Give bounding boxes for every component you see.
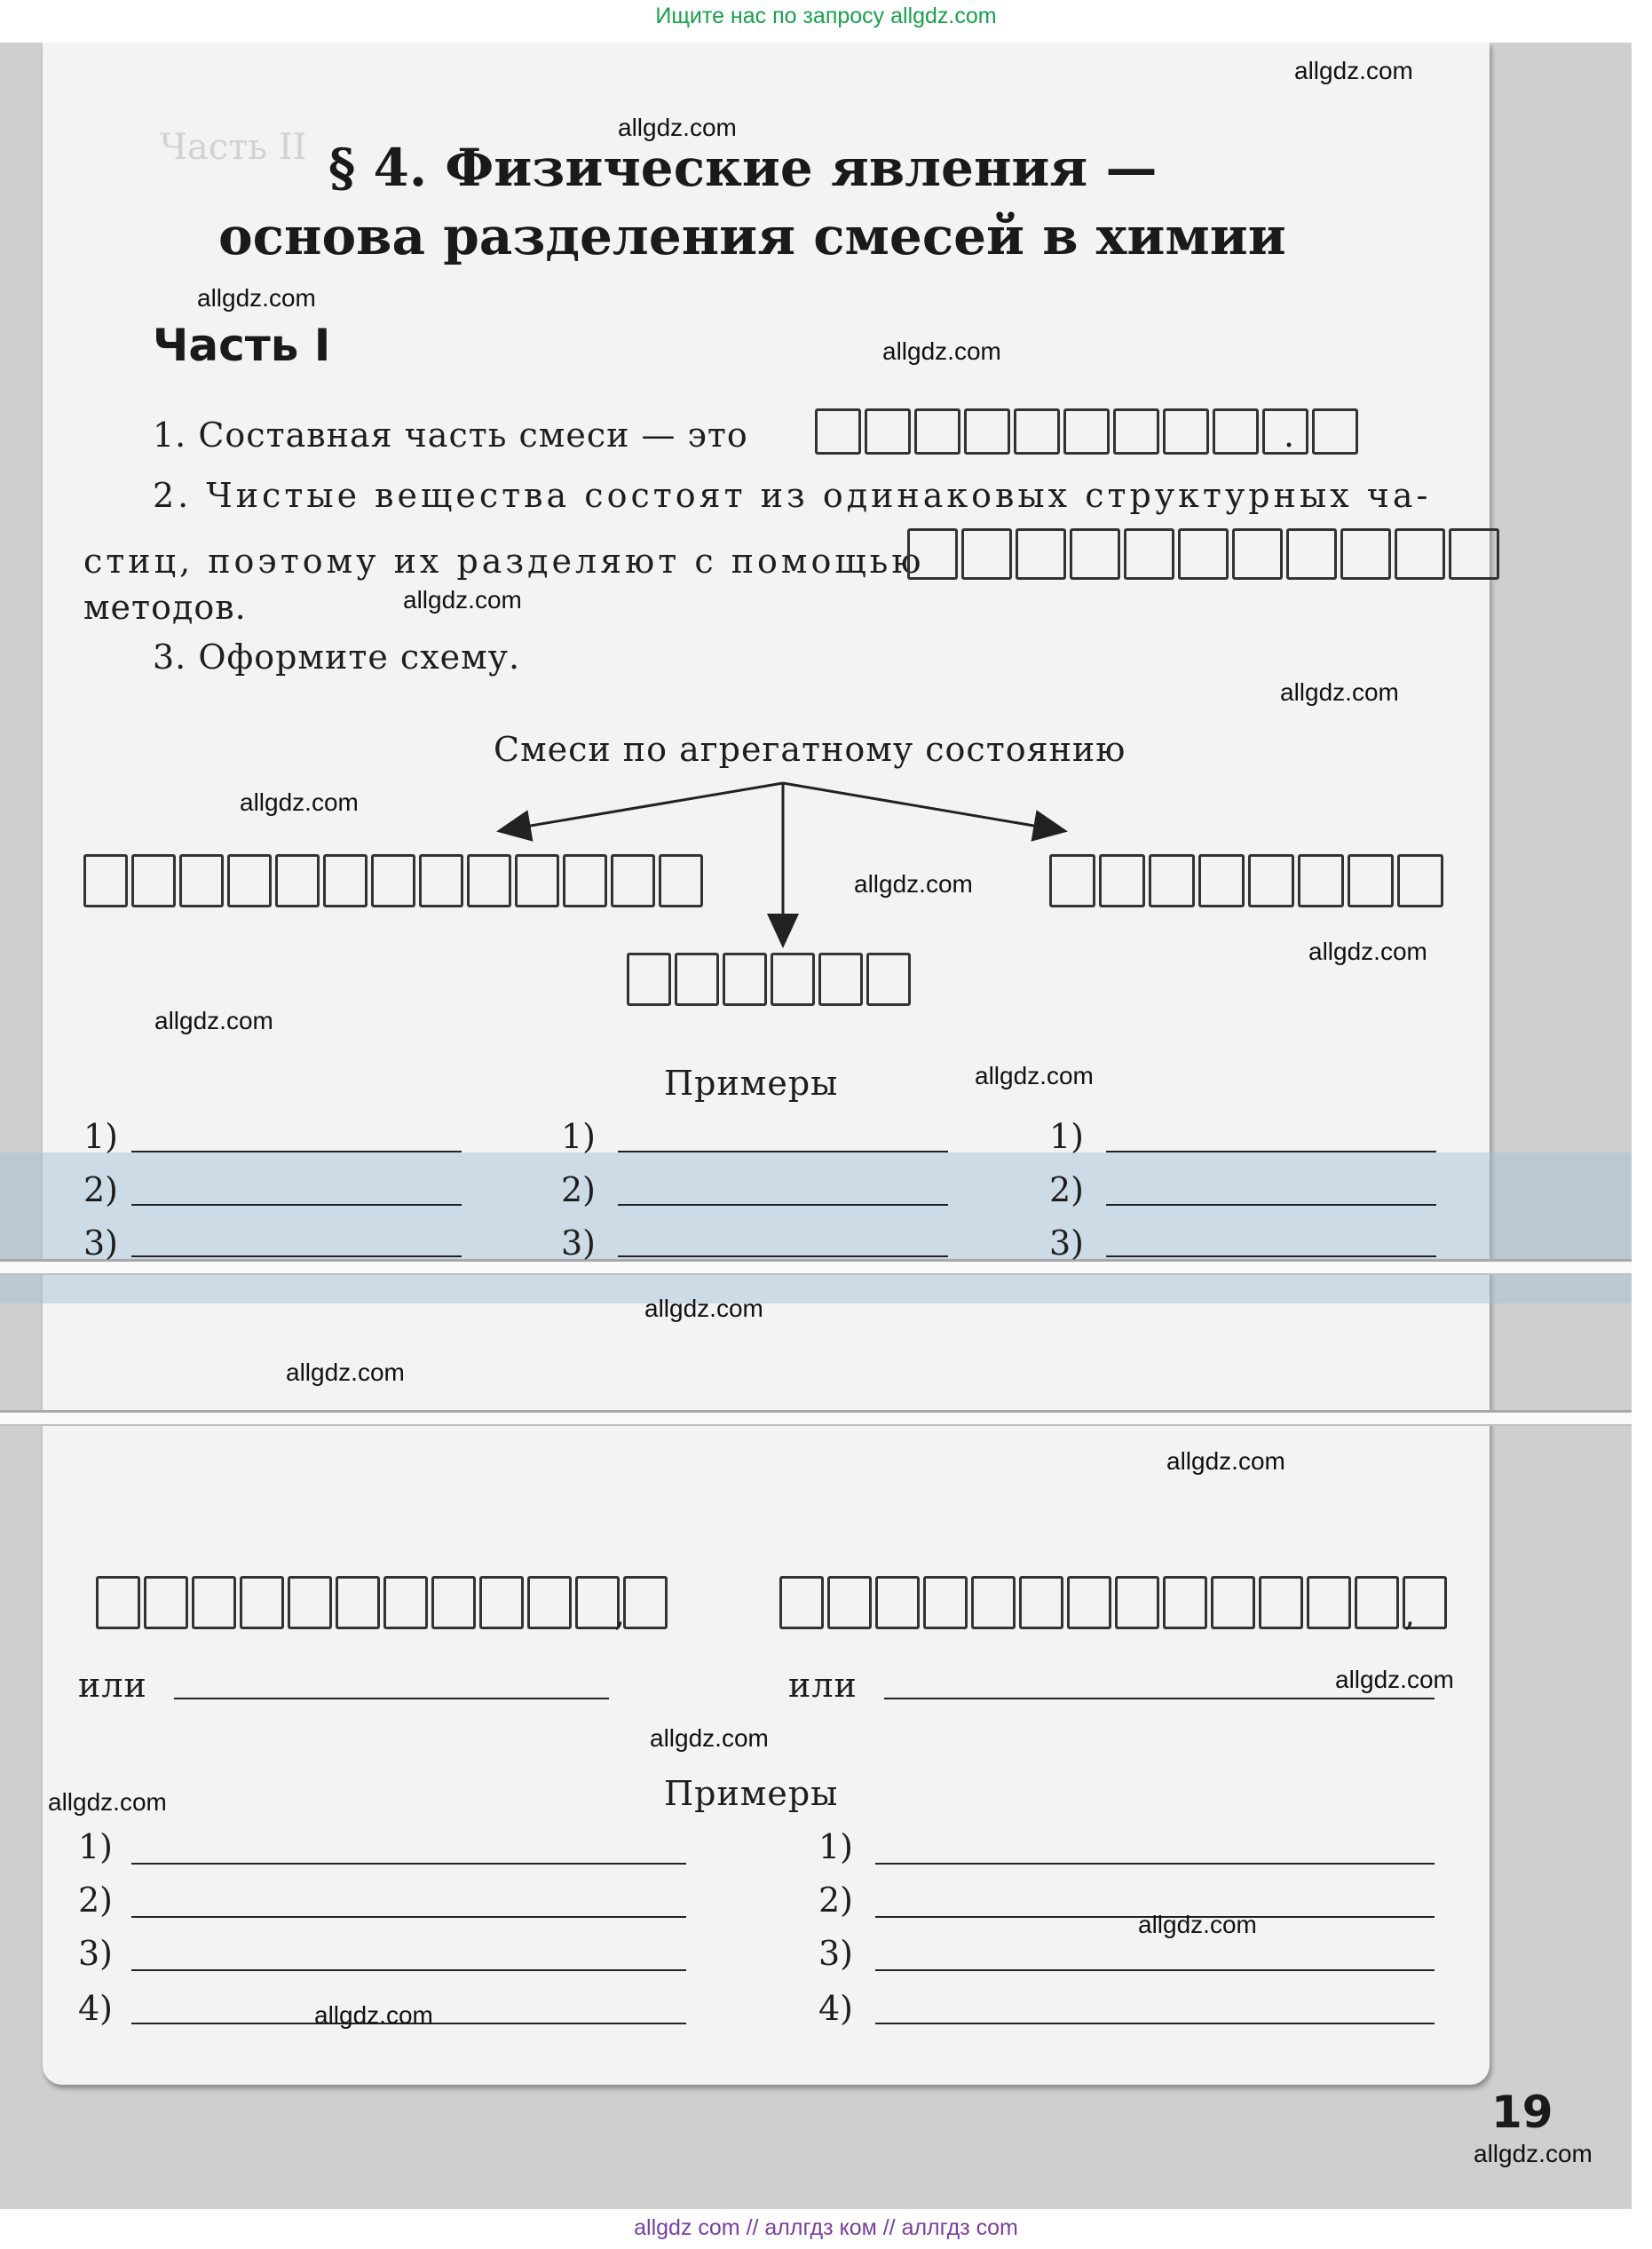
ex1-col1-num3: 3) [83,1223,119,1263]
ex1-col1-line1[interactable] [131,1151,462,1152]
ex2-left-num2: 2) [78,1881,114,1920]
lower-right-comma: , [1404,1595,1417,1634]
watermark-19: allgdz.com [314,2001,433,2029]
scheme-right-boxes[interactable] [1049,854,1443,907]
examples-label-1: Примеры [664,1064,839,1103]
watermark-8: allgdz.com [854,870,973,898]
ex1-col3-num2: 2) [1049,1170,1085,1209]
watermark-6: allgdz.com [1280,678,1399,706]
q1-text: 1. Составная часть смеси — это [153,416,748,455]
ex1-col2-num2: 2) [561,1170,597,1209]
ex2-right-line3[interactable] [875,1969,1435,1971]
q2-line-3: методов. [83,588,247,627]
page-number: 19 [1491,2087,1553,2138]
ex2-right-num4: 4) [818,1989,854,2028]
ex1-col3-num1: 1) [1049,1117,1085,1156]
scheme-left-boxes[interactable] [83,854,703,907]
ili-left-line[interactable] [174,1698,609,1699]
watermark-4: allgdz.com [882,337,1001,365]
watermark-2: allgdz.com [618,114,737,141]
watermark-9: allgdz.com [1308,938,1427,965]
ex2-left-num3: 3) [78,1934,114,1973]
watermark-10: allgdz.com [154,1007,273,1034]
ex1-col2-line2[interactable] [618,1204,948,1206]
q3-text: 3. Оформите схему. [153,637,521,677]
ili-right: или [788,1666,858,1705]
watermark-5: allgdz.com [403,586,522,614]
ili-left: или [78,1666,147,1705]
ex2-right-num3: 3) [818,1934,854,1973]
title-line-2: основа разделения смесей в химии [218,206,1286,266]
bleed-through-text: Часть II [160,127,307,168]
watermark-17: allgdz.com [48,1788,167,1816]
lower-right-boxes[interactable] [779,1576,1447,1629]
watermark-12: allgdz.com [644,1295,763,1322]
watermark-13: allgdz.com [286,1358,405,1386]
ex1-col1-line2[interactable] [131,1204,462,1206]
ex1-col3-num3: 3) [1049,1223,1085,1263]
part-heading: Часть I [153,320,331,371]
watermark-20: allgdz.com [1474,2140,1593,2167]
ili-right-line[interactable] [884,1698,1435,1699]
bottom-banner[interactable]: allgdz com // аллгдз ком // аллгдз com [634,2215,1018,2240]
ex2-left-line1[interactable] [131,1863,686,1865]
ex2-left-num1: 1) [78,1827,114,1866]
ex2-left-line3[interactable] [131,1969,686,1971]
ex1-col2-line3[interactable] [618,1255,948,1257]
ex1-col1-line3[interactable] [131,1255,462,1257]
ex1-col1-num2: 2) [83,1170,119,1209]
q2-line-2: стиц, поэтому их разделяют с помощью [83,542,925,581]
ex1-col2-num3: 3) [561,1223,597,1263]
scheme-title: Смеси по агрегатному состоянию [494,730,1126,769]
ex2-left-num4: 4) [78,1989,114,2028]
ex2-right-line4[interactable] [875,2023,1435,2024]
lower-left-boxes[interactable] [96,1576,668,1629]
ex1-col3-line2[interactable] [1106,1204,1436,1206]
ex1-col2-num1: 1) [561,1117,597,1156]
watermark-15: allgdz.com [1335,1666,1454,1693]
q1-period: . [1284,416,1296,455]
watermark-3: allgdz.com [197,284,316,312]
ex1-col3-line1[interactable] [1106,1151,1436,1152]
ex2-left-line2[interactable] [131,1916,686,1918]
top-banner[interactable]: Ищите нас по запросу allgdz.com [655,4,997,28]
watermark-7: allgdz.com [240,788,359,816]
lower-left-comma: , [614,1595,627,1634]
scheme-middle-boxes[interactable] [627,953,911,1006]
ex2-right-line1[interactable] [875,1863,1435,1865]
examples-label-2: Примеры [664,1774,839,1813]
watermark-1: allgdz.com [1294,57,1413,84]
watermark-18: allgdz.com [1138,1911,1257,1938]
watermark-14: allgdz.com [1166,1447,1285,1475]
ex1-col2-line1[interactable] [618,1151,948,1152]
ex2-right-num2: 2) [818,1881,854,1920]
ex1-col1-num1: 1) [83,1117,119,1156]
title-line-1: § 4. Физические явления — [328,138,1158,198]
watermark-11: allgdz.com [975,1062,1094,1089]
watermark-16: allgdz.com [650,1724,769,1752]
ex1-col3-line3[interactable] [1106,1255,1436,1257]
ex2-right-num1: 1) [818,1827,854,1866]
q2-line-1: 2. Чистые вещества состоят из одинаковых структурных ча- [153,476,1432,515]
